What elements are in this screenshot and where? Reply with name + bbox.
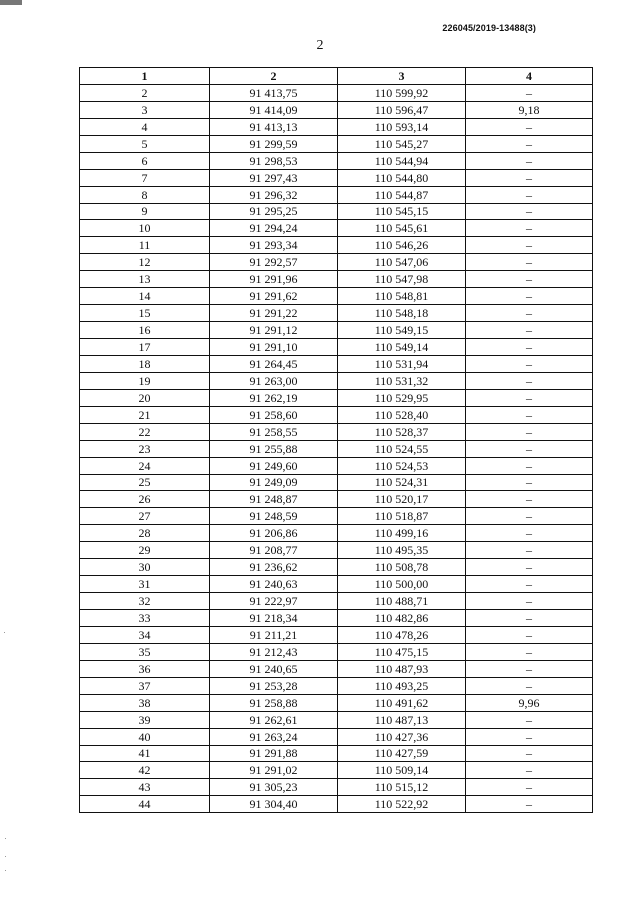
y-coordinate-cell: 110 482,86 bbox=[338, 610, 466, 627]
y-coordinate-cell: 110 545,61 bbox=[338, 220, 466, 237]
point-number-cell: 30 bbox=[80, 559, 210, 576]
distance-cell: – bbox=[466, 372, 593, 389]
point-number-cell: 5 bbox=[80, 135, 210, 152]
point-number-cell: 26 bbox=[80, 491, 210, 508]
point-number-cell: 29 bbox=[80, 542, 210, 559]
y-coordinate-cell: 110 478,26 bbox=[338, 626, 466, 643]
y-coordinate-cell: 110 528,40 bbox=[338, 406, 466, 423]
y-coordinate-cell: 110 548,18 bbox=[338, 305, 466, 322]
x-coordinate-cell: 91 218,34 bbox=[210, 610, 338, 627]
table-row bbox=[80, 423, 593, 440]
point-number-cell: 20 bbox=[80, 389, 210, 406]
x-coordinate-cell: 91 291,96 bbox=[210, 271, 338, 288]
x-coordinate-cell: 91 208,77 bbox=[210, 542, 338, 559]
distance-cell: – bbox=[466, 220, 593, 237]
x-coordinate-cell: 91 291,22 bbox=[210, 305, 338, 322]
point-number-cell: 24 bbox=[80, 457, 210, 474]
table-row bbox=[80, 728, 593, 745]
point-number-cell: 38 bbox=[80, 694, 210, 711]
x-coordinate-cell: 91 212,43 bbox=[210, 643, 338, 660]
point-number-cell: 17 bbox=[80, 339, 210, 356]
distance-cell: – bbox=[466, 593, 593, 610]
x-coordinate-cell: 91 413,75 bbox=[210, 84, 338, 101]
distance-cell: – bbox=[466, 525, 593, 542]
y-coordinate-cell: 110 599,92 bbox=[338, 84, 466, 101]
table-row bbox=[80, 305, 593, 322]
coordinates-table bbox=[79, 67, 593, 813]
scan-speck bbox=[4, 632, 5, 633]
table-row bbox=[80, 796, 593, 813]
distance-cell: – bbox=[466, 610, 593, 627]
x-coordinate-cell: 91 297,43 bbox=[210, 169, 338, 186]
distance-cell: – bbox=[466, 237, 593, 254]
distance-cell: – bbox=[466, 118, 593, 135]
table-row bbox=[80, 322, 593, 339]
distance-cell: 9,96 bbox=[466, 694, 593, 711]
table-row bbox=[80, 220, 593, 237]
point-number-cell: 43 bbox=[80, 779, 210, 796]
y-coordinate-cell: 110 499,16 bbox=[338, 525, 466, 542]
distance-cell: – bbox=[466, 406, 593, 423]
point-number-cell: 3 bbox=[80, 101, 210, 118]
y-coordinate-cell: 110 549,14 bbox=[338, 339, 466, 356]
x-coordinate-cell: 91 293,34 bbox=[210, 237, 338, 254]
y-coordinate-cell: 110 545,15 bbox=[338, 203, 466, 220]
table-row bbox=[80, 779, 593, 796]
point-number-cell: 23 bbox=[80, 440, 210, 457]
table-row bbox=[80, 440, 593, 457]
table-row bbox=[80, 203, 593, 220]
distance-cell: – bbox=[466, 491, 593, 508]
table-row bbox=[80, 474, 593, 491]
table-row bbox=[80, 355, 593, 372]
y-coordinate-cell: 110 547,98 bbox=[338, 271, 466, 288]
distance-cell: – bbox=[466, 322, 593, 339]
point-number-cell: 18 bbox=[80, 355, 210, 372]
y-coordinate-cell: 110 509,14 bbox=[338, 762, 466, 779]
point-number-cell: 19 bbox=[80, 372, 210, 389]
distance-cell: – bbox=[466, 305, 593, 322]
x-coordinate-cell: 91 258,88 bbox=[210, 694, 338, 711]
distance-cell: – bbox=[466, 288, 593, 305]
x-coordinate-cell: 91 291,62 bbox=[210, 288, 338, 305]
distance-cell: – bbox=[466, 542, 593, 559]
y-coordinate-cell: 110 427,36 bbox=[338, 728, 466, 745]
y-coordinate-cell: 110 487,93 bbox=[338, 660, 466, 677]
distance-cell: – bbox=[466, 643, 593, 660]
x-coordinate-cell: 91 264,45 bbox=[210, 355, 338, 372]
table-row bbox=[80, 135, 593, 152]
point-number-cell: 22 bbox=[80, 423, 210, 440]
table-row bbox=[80, 118, 593, 135]
page-number: 2 bbox=[316, 38, 324, 53]
x-coordinate-cell: 91 222,97 bbox=[210, 593, 338, 610]
x-coordinate-cell: 91 291,02 bbox=[210, 762, 338, 779]
scan-speck bbox=[5, 856, 6, 857]
table-row bbox=[80, 576, 593, 593]
distance-cell: – bbox=[466, 559, 593, 576]
table-row bbox=[80, 677, 593, 694]
point-number-cell: 9 bbox=[80, 203, 210, 220]
x-coordinate-cell: 91 253,28 bbox=[210, 677, 338, 694]
y-coordinate-cell: 110 515,12 bbox=[338, 779, 466, 796]
x-coordinate-cell: 91 291,88 bbox=[210, 745, 338, 762]
table-row bbox=[80, 84, 593, 101]
distance-cell: – bbox=[466, 457, 593, 474]
y-coordinate-cell: 110 544,87 bbox=[338, 186, 466, 203]
x-coordinate-cell: 91 263,24 bbox=[210, 728, 338, 745]
table-row bbox=[80, 406, 593, 423]
y-coordinate-cell: 110 524,55 bbox=[338, 440, 466, 457]
distance-cell: – bbox=[466, 711, 593, 728]
point-number-cell: 37 bbox=[80, 677, 210, 694]
distance-cell: – bbox=[466, 186, 593, 203]
x-coordinate-cell: 91 291,10 bbox=[210, 339, 338, 356]
distance-cell: – bbox=[466, 779, 593, 796]
scan-speck bbox=[5, 870, 6, 871]
distance-cell: – bbox=[466, 152, 593, 169]
y-coordinate-cell: 110 528,37 bbox=[338, 423, 466, 440]
distance-cell: – bbox=[466, 339, 593, 356]
x-coordinate-cell: 91 291,12 bbox=[210, 322, 338, 339]
x-coordinate-cell: 91 249,60 bbox=[210, 457, 338, 474]
x-coordinate-cell: 91 292,57 bbox=[210, 254, 338, 271]
x-coordinate-cell: 91 255,88 bbox=[210, 440, 338, 457]
y-coordinate-cell: 110 495,35 bbox=[338, 542, 466, 559]
distance-cell: – bbox=[466, 576, 593, 593]
distance-cell: – bbox=[466, 728, 593, 745]
document-reference: 226045/2019-13488(3) bbox=[442, 23, 536, 33]
x-coordinate-cell: 91 240,63 bbox=[210, 576, 338, 593]
table-row bbox=[80, 101, 593, 118]
table-row bbox=[80, 559, 593, 576]
point-number-cell: 15 bbox=[80, 305, 210, 322]
y-coordinate-cell: 110 427,59 bbox=[338, 745, 466, 762]
table-row bbox=[80, 372, 593, 389]
column-header: 1 bbox=[80, 68, 210, 85]
table-row bbox=[80, 389, 593, 406]
point-number-cell: 7 bbox=[80, 169, 210, 186]
point-number-cell: 28 bbox=[80, 525, 210, 542]
x-coordinate-cell: 91 206,86 bbox=[210, 525, 338, 542]
y-coordinate-cell: 110 487,13 bbox=[338, 711, 466, 728]
distance-cell: – bbox=[466, 203, 593, 220]
y-coordinate-cell: 110 529,95 bbox=[338, 389, 466, 406]
table-row bbox=[80, 152, 593, 169]
point-number-cell: 8 bbox=[80, 186, 210, 203]
x-coordinate-cell: 91 295,25 bbox=[210, 203, 338, 220]
point-number-cell: 40 bbox=[80, 728, 210, 745]
point-number-cell: 39 bbox=[80, 711, 210, 728]
scan-corner-mark bbox=[0, 0, 22, 5]
y-coordinate-cell: 110 531,94 bbox=[338, 355, 466, 372]
y-coordinate-cell: 110 522,92 bbox=[338, 796, 466, 813]
distance-cell: – bbox=[466, 440, 593, 457]
point-number-cell: 36 bbox=[80, 660, 210, 677]
distance-cell: – bbox=[466, 626, 593, 643]
distance-cell: – bbox=[466, 84, 593, 101]
point-number-cell: 35 bbox=[80, 643, 210, 660]
distance-cell: – bbox=[466, 389, 593, 406]
point-number-cell: 31 bbox=[80, 576, 210, 593]
x-coordinate-cell: 91 258,60 bbox=[210, 406, 338, 423]
y-coordinate-cell: 110 500,00 bbox=[338, 576, 466, 593]
y-coordinate-cell: 110 596,47 bbox=[338, 101, 466, 118]
distance-cell: – bbox=[466, 135, 593, 152]
table-row bbox=[80, 254, 593, 271]
x-coordinate-cell: 91 299,59 bbox=[210, 135, 338, 152]
point-number-cell: 6 bbox=[80, 152, 210, 169]
column-header: 3 bbox=[338, 68, 466, 85]
y-coordinate-cell: 110 524,53 bbox=[338, 457, 466, 474]
point-number-cell: 27 bbox=[80, 508, 210, 525]
x-coordinate-cell: 91 413,13 bbox=[210, 118, 338, 135]
table-row bbox=[80, 491, 593, 508]
y-coordinate-cell: 110 549,15 bbox=[338, 322, 466, 339]
x-coordinate-cell: 91 248,59 bbox=[210, 508, 338, 525]
table-row bbox=[80, 711, 593, 728]
y-coordinate-cell: 110 520,17 bbox=[338, 491, 466, 508]
table-row bbox=[80, 745, 593, 762]
distance-cell: – bbox=[466, 355, 593, 372]
distance-cell: – bbox=[466, 423, 593, 440]
x-coordinate-cell: 91 294,24 bbox=[210, 220, 338, 237]
x-coordinate-cell: 91 298,53 bbox=[210, 152, 338, 169]
distance-cell: 9,18 bbox=[466, 101, 593, 118]
y-coordinate-cell: 110 508,78 bbox=[338, 559, 466, 576]
point-number-cell: 11 bbox=[80, 237, 210, 254]
point-number-cell: 13 bbox=[80, 271, 210, 288]
y-coordinate-cell: 110 531,32 bbox=[338, 372, 466, 389]
table-row bbox=[80, 237, 593, 254]
y-coordinate-cell: 110 524,31 bbox=[338, 474, 466, 491]
point-number-cell: 14 bbox=[80, 288, 210, 305]
table-row bbox=[80, 288, 593, 305]
column-header: 2 bbox=[210, 68, 338, 85]
table-row bbox=[80, 508, 593, 525]
x-coordinate-cell: 91 258,55 bbox=[210, 423, 338, 440]
table-row bbox=[80, 660, 593, 677]
point-number-cell: 21 bbox=[80, 406, 210, 423]
scan-speck bbox=[5, 838, 6, 839]
x-coordinate-cell: 91 304,40 bbox=[210, 796, 338, 813]
table-row bbox=[80, 610, 593, 627]
x-coordinate-cell: 91 248,87 bbox=[210, 491, 338, 508]
point-number-cell: 25 bbox=[80, 474, 210, 491]
point-number-cell: 16 bbox=[80, 322, 210, 339]
y-coordinate-cell: 110 488,71 bbox=[338, 593, 466, 610]
point-number-cell: 12 bbox=[80, 254, 210, 271]
point-number-cell: 33 bbox=[80, 610, 210, 627]
y-coordinate-cell: 110 547,06 bbox=[338, 254, 466, 271]
distance-cell: – bbox=[466, 474, 593, 491]
y-coordinate-cell: 110 491,62 bbox=[338, 694, 466, 711]
distance-cell: – bbox=[466, 745, 593, 762]
point-number-cell: 2 bbox=[80, 84, 210, 101]
table-row bbox=[80, 339, 593, 356]
point-number-cell: 44 bbox=[80, 796, 210, 813]
x-coordinate-cell: 91 211,21 bbox=[210, 626, 338, 643]
point-number-cell: 10 bbox=[80, 220, 210, 237]
table-row bbox=[80, 762, 593, 779]
table-row bbox=[80, 525, 593, 542]
y-coordinate-cell: 110 545,27 bbox=[338, 135, 466, 152]
distance-cell: – bbox=[466, 508, 593, 525]
point-number-cell: 32 bbox=[80, 593, 210, 610]
distance-cell: – bbox=[466, 254, 593, 271]
x-coordinate-cell: 91 236,62 bbox=[210, 559, 338, 576]
y-coordinate-cell: 110 544,80 bbox=[338, 169, 466, 186]
y-coordinate-cell: 110 548,81 bbox=[338, 288, 466, 305]
x-coordinate-cell: 91 414,09 bbox=[210, 101, 338, 118]
y-coordinate-cell: 110 518,87 bbox=[338, 508, 466, 525]
y-coordinate-cell: 110 493,25 bbox=[338, 677, 466, 694]
table-row bbox=[80, 694, 593, 711]
distance-cell: – bbox=[466, 762, 593, 779]
y-coordinate-cell: 110 546,26 bbox=[338, 237, 466, 254]
coordinates-table-body bbox=[80, 68, 593, 813]
table-row bbox=[80, 643, 593, 660]
table-row bbox=[80, 169, 593, 186]
x-coordinate-cell: 91 240,65 bbox=[210, 660, 338, 677]
point-number-cell: 41 bbox=[80, 745, 210, 762]
y-coordinate-cell: 110 593,14 bbox=[338, 118, 466, 135]
point-number-cell: 34 bbox=[80, 626, 210, 643]
distance-cell: – bbox=[466, 677, 593, 694]
distance-cell: – bbox=[466, 796, 593, 813]
distance-cell: – bbox=[466, 660, 593, 677]
x-coordinate-cell: 91 262,19 bbox=[210, 389, 338, 406]
distance-cell: – bbox=[466, 271, 593, 288]
table-row bbox=[80, 593, 593, 610]
distance-cell: – bbox=[466, 169, 593, 186]
column-header: 4 bbox=[466, 68, 593, 85]
table-row bbox=[80, 186, 593, 203]
x-coordinate-cell: 91 296,32 bbox=[210, 186, 338, 203]
x-coordinate-cell: 91 263,00 bbox=[210, 372, 338, 389]
x-coordinate-cell: 91 305,23 bbox=[210, 779, 338, 796]
table-header-row bbox=[80, 68, 593, 85]
table-row bbox=[80, 271, 593, 288]
x-coordinate-cell: 91 249,09 bbox=[210, 474, 338, 491]
table-row bbox=[80, 457, 593, 474]
point-number-cell: 42 bbox=[80, 762, 210, 779]
table-row bbox=[80, 542, 593, 559]
y-coordinate-cell: 110 475,15 bbox=[338, 643, 466, 660]
x-coordinate-cell: 91 262,61 bbox=[210, 711, 338, 728]
point-number-cell: 4 bbox=[80, 118, 210, 135]
table-row bbox=[80, 626, 593, 643]
y-coordinate-cell: 110 544,94 bbox=[338, 152, 466, 169]
